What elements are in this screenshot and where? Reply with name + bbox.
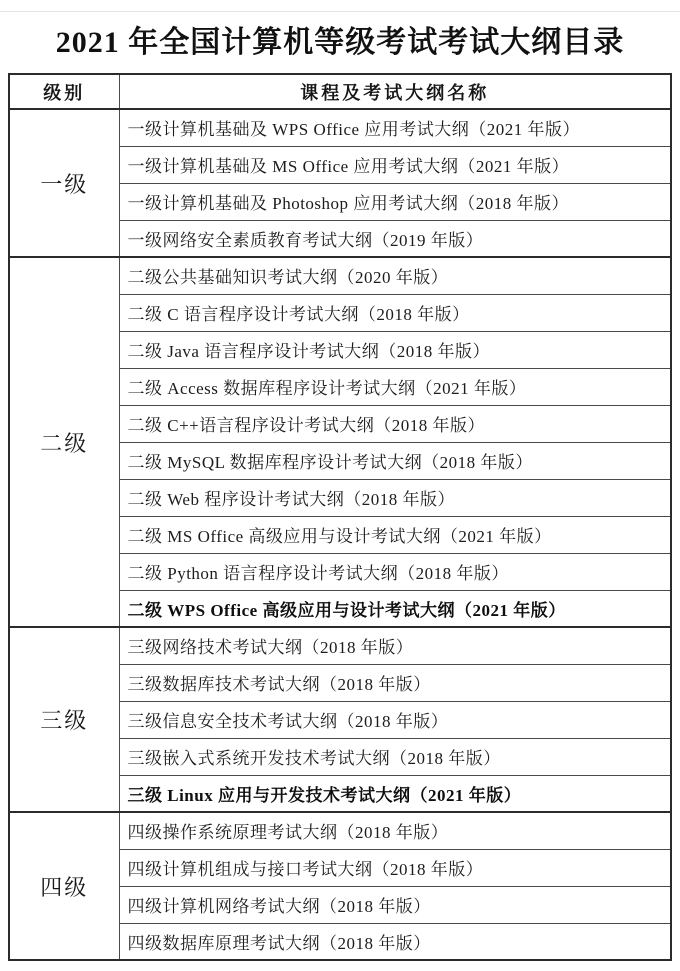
course-title: 二级 MySQL 数据库程序设计考试大纲（2018 年版） bbox=[119, 442, 671, 479]
header-row bbox=[9, 74, 671, 109]
course-title: 四级计算机组成与接口考试大纲（2018 年版） bbox=[119, 849, 671, 886]
course-title: 三级信息安全技术考试大纲（2018 年版） bbox=[119, 701, 671, 738]
table-row bbox=[9, 257, 671, 294]
course-title: 四级计算机网络考试大纲（2018 年版） bbox=[119, 886, 671, 923]
level-cell: 一级 bbox=[9, 109, 119, 257]
course-title: 三级数据库技术考试大纲（2018 年版） bbox=[119, 664, 671, 701]
scan-artifact-line bbox=[0, 11, 680, 12]
level-cell: 二级 bbox=[9, 257, 119, 627]
course-title: 三级网络技术考试大纲（2018 年版） bbox=[119, 627, 671, 664]
course-title: 二级 Access 数据库程序设计考试大纲（2021 年版） bbox=[119, 368, 671, 405]
syllabus-table bbox=[8, 73, 672, 961]
course-title: 三级嵌入式系统开发技术考试大纲（2018 年版） bbox=[119, 738, 671, 775]
course-title: 四级操作系统原理考试大纲（2018 年版） bbox=[119, 812, 671, 849]
course-title: 二级公共基础知识考试大纲（2020 年版） bbox=[119, 257, 671, 294]
page-title: 2021 年全国计算机等级考试考试大纲目录 bbox=[55, 26, 625, 59]
level-cell: 三级 bbox=[9, 627, 119, 812]
course-title: 二级 Web 程序设计考试大纲（2018 年版） bbox=[119, 479, 671, 516]
column-header-level: 级别 bbox=[9, 74, 119, 109]
table-body bbox=[9, 109, 671, 960]
course-title: 二级 C 语言程序设计考试大纲（2018 年版） bbox=[119, 294, 671, 331]
course-title: 二级 C++语言程序设计考试大纲（2018 年版） bbox=[119, 405, 671, 442]
table-row bbox=[9, 812, 671, 849]
course-title: 四级数据库原理考试大纲（2018 年版） bbox=[119, 923, 671, 960]
course-title: 三级 Linux 应用与开发技术考试大纲（2021 年版） bbox=[119, 775, 671, 812]
course-title: 一级计算机基础及 Photoshop 应用考试大纲（2018 年版） bbox=[119, 183, 671, 220]
course-title: 一级计算机基础及 MS Office 应用考试大纲（2021 年版） bbox=[119, 146, 671, 183]
level-cell: 四级 bbox=[9, 812, 119, 960]
table-row bbox=[9, 109, 671, 146]
course-title: 二级 WPS Office 高级应用与设计考试大纲（2021 年版） bbox=[119, 590, 671, 627]
column-header-course: 课程及考试大纲名称 bbox=[119, 74, 671, 109]
course-title: 二级 Java 语言程序设计考试大纲（2018 年版） bbox=[119, 331, 671, 368]
course-title: 一级网络安全素质教育考试大纲（2019 年版） bbox=[119, 220, 671, 257]
table-row bbox=[9, 627, 671, 664]
course-title: 二级 Python 语言程序设计考试大纲（2018 年版） bbox=[119, 553, 671, 590]
course-title: 一级计算机基础及 WPS Office 应用考试大纲（2021 年版） bbox=[119, 109, 671, 146]
course-title: 二级 MS Office 高级应用与设计考试大纲（2021 年版） bbox=[119, 516, 671, 553]
